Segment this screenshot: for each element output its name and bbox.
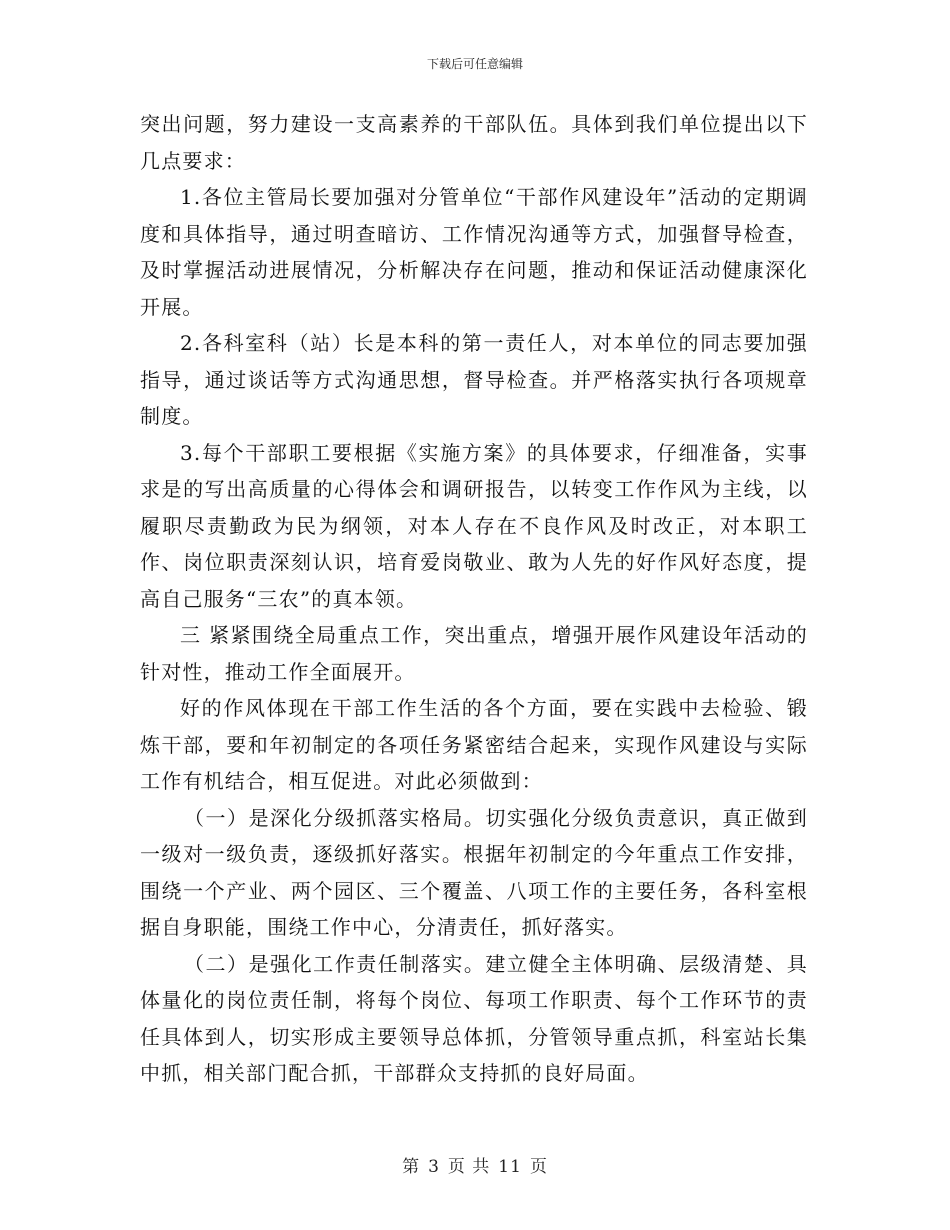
footer-prefix: 第 bbox=[402, 1157, 421, 1177]
paragraph-item-1: 1.各位主管局长要加强对分管单位“干部作风建设年”活动的定期调度和具体指导，通过明查暗访、工作情况沟通等方式，加强督导检查，及时掌握活动进展情况，分析解决存在问题，推动和保证活动健康深化开展。 bbox=[140, 185, 808, 319]
page-header: 下载后可任意编辑 bbox=[426, 57, 523, 71]
footer-page-number: 3 bbox=[428, 1157, 440, 1177]
paragraph-item-2: 2.各科室科（站）长是本科的第一责任人，对本单位的同志要加强指导，通过谈话等方式沟通思想，督导检查。并严格落实执行各项规章制度。 bbox=[140, 331, 808, 428]
footer-total-pages: 11 bbox=[498, 1157, 522, 1177]
section-heading-three: 三 紧紧围绕全局重点工作，突出重点，增强开展作风建设年活动的针对性，推动工作全面展开。 bbox=[140, 623, 808, 684]
footer-suffix: 页 bbox=[529, 1157, 548, 1177]
page-footer bbox=[0, 1152, 950, 1177]
paragraph-style-intro: 好的作风体现在干部工作生活的各个方面，要在实践中去检验、锻炼干部，要和年初制定的各项任务紧密结合起来，实现作风建设与实际工作有机结合，相互促进。对此必须做到： bbox=[140, 696, 808, 793]
paragraph-sub-1: （一）是深化分级抓落实格局。切实强化分级负责意识，真正做到一级对一级负责，逐级抓好落实。根据年初制定的今年重点工作安排，围绕一个产业、两个园区、三个覆盖、八项工作的主要任务，各科室根据自身职能，围绕工作中心，分清责任，抓好落实。 bbox=[140, 805, 808, 939]
footer-mid: 页 共 bbox=[447, 1157, 491, 1177]
paragraph-item-3: 3.每个干部职工要根据《实施方案》的具体要求，仔细准备，实事求是的写出高质量的心得体会和调研报告，以转变工作作风为主线，以履职尽责勤政为民为纲领，对本人存在不良作风及时改正，对本职工作、岗位职责深刻认识，培育爱岗敬业、敢为人先的好作风好态度，提高自己服务“三农”的真本领。 bbox=[140, 440, 808, 611]
document-body bbox=[140, 106, 808, 1092]
paragraph-sub-2: （二）是强化工作责任制落实。建立健全主体明确、层级清楚、具体量化的岗位责任制，将每个岗位、每项工作职责、每个工作环节的责任具体到人，切实形成主要领导总体抓，分管领导重点抓，科室站长集中抓，相关部门配合抓，干部群众支持抓的良好局面。 bbox=[140, 951, 808, 1085]
paragraph-continuation: 突出问题，努力建设一支高素养的干部队伍。具体到我们单位提出以下几点要求： bbox=[140, 112, 808, 173]
